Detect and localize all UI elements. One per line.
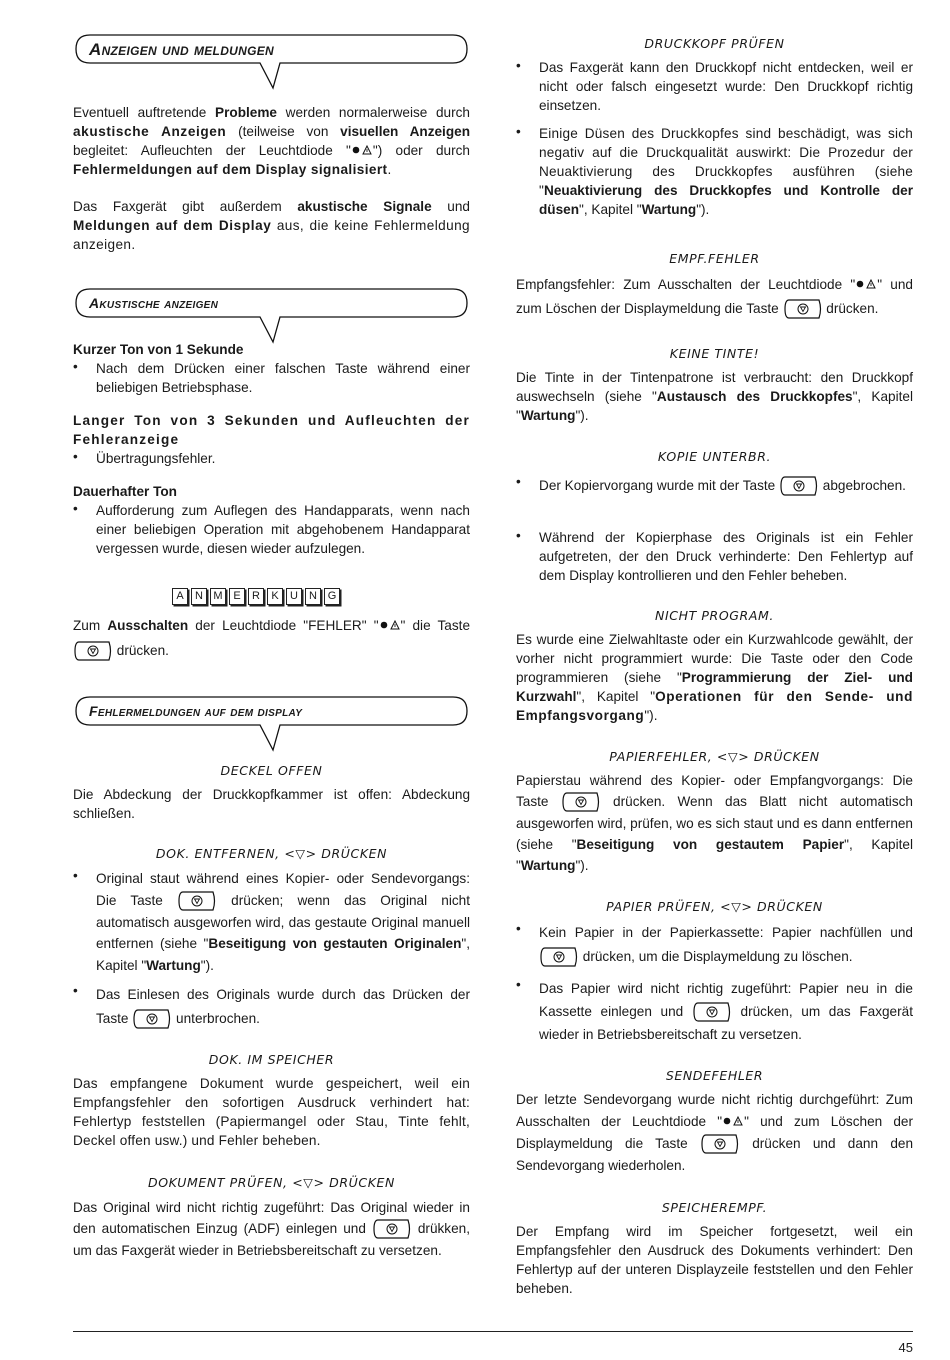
stop-key-icon — [372, 1218, 412, 1240]
bullet-icon: • — [73, 983, 78, 998]
led-icon — [722, 1114, 744, 1126]
message-title-druckkopf: DRUCKKOPF PRÜFEN — [644, 36, 785, 51]
stop-key-icon — [692, 1001, 732, 1023]
bullet-icon: • — [516, 528, 521, 543]
list-item: • Der Kopiervorgang wurde mit der Taste abgebrochen. — [516, 474, 913, 522]
list-item: • Während der Kopierphase des Originals ist ein Fehler aufgetreten, der den Druck verhinderte: Den Fehlertyp auf dem Display kontrollieren und den Fehler beheben. — [516, 528, 913, 583]
message-title-papier-pruefen: PAPIER PRÜFEN, <▽> DRÜCKEN — [606, 899, 823, 914]
page-number: 45 — [898, 1340, 913, 1355]
bullet-icon: • — [73, 868, 78, 883]
stop-key-icon — [539, 946, 579, 968]
message-text-nicht-program: Es wurde eine Zielwahltaste oder ein Kurzwahlcode gewählt, der vorher nicht programmiert wurde: Die Taste oder den Code programmieren (siehe "Programmierung der Ziel- und Kurzwahl", Kapitel "Operationen für den Sende- und Empfangsvorgang"). — [516, 632, 913, 723]
message-text-speicherempf: Der Empfang wird im Speicher fortgesetzt, weil ein Empfangsfehler den Ausdruck des Dokuments verhindert: Den Fehlertyp auf der unteren Displayzeile feststellen und den Fehler beheben. — [516, 1224, 913, 1296]
bullet-icon: • — [73, 359, 78, 374]
intro-paragraph-1: Eventuell auftretende Probleme werden normalerweise durch akustische Anzeigen (teilweise von visuellen Anzeigen begleitet: Aufleuchten der Leuchtdiode " ") oder durch Fehlermeldungen auf dem Display signalisiert. — [73, 105, 470, 177]
message-text-empf: Empfangsfehler: Zum Ausschalten der Leuchtdiode " " und zum Löschen der Displaymeldung die Taste drücken. — [516, 273, 913, 321]
bullet-icon: • — [516, 977, 521, 992]
list-item: • Original staut während eines Kopier- oder Sendevorgangs: Die Taste drücken; wenn das Original nicht automatisch ausgeworfen wird, das gestaute Original manuell entfernen (siehe "Beseitigung von gestauten Originalen", Kapitel "Wartung"). — [73, 868, 470, 973]
message-text-dokument-pruefen: Das Original wird nicht richtig zugeführt: Das Original wieder in den automatischen Einzug (ADF) einlegen und drükken, um das Faxgerät wieder in Betriebsbereitschaft zu versetzen. — [73, 1200, 470, 1259]
list-item: • Übertragungsfehler. — [73, 449, 216, 466]
message-text-dok-speicher: Das empfangene Dokument wurde gespeichert, weil ein Empfangsfehler den sofortigen Ausdruck verhindert hat: Fehlertyp feststellen (Papiermangel oder Stau, Tinte fehlt, Deckel offen usw.) und Fehler beheben. — [73, 1076, 470, 1148]
stop-key-icon — [73, 640, 113, 662]
bullet-icon: • — [516, 474, 521, 489]
message-title-dok-entfernen: DOK. ENTFERNEN, <▽> DRÜCKEN — [155, 846, 388, 861]
kurz-title: Kurzer Ton von 1 Sekunde — [73, 342, 244, 357]
section-header-akustisch — [75, 288, 467, 318]
message-title-speicherempf: SPEICHEREMPF. — [661, 1200, 768, 1215]
bullet-icon: • — [516, 921, 521, 936]
section-header-anzeigen — [75, 34, 467, 64]
lang-title: Langer Ton von 3 Sekunden und Aufleuchten der Fehleranzeige — [73, 413, 470, 447]
bullet-icon: • — [73, 449, 78, 464]
section-header-fehlermeldungen — [75, 696, 467, 726]
list-item: • Nach dem Drücken einer falschen Taste während einer beliebigen Betriebsphase. — [73, 359, 470, 395]
section-title: Fehlermeldungen auf dem display — [89, 703, 303, 719]
list-item: • Das Einlesen des Originals wurde durch das Drücken der Taste unterbrochen. — [73, 983, 470, 1031]
message-text-tinte: Die Tinte in der Tintenpatrone ist verbraucht: den Druckkopf auswechseln (siehe "Austausch des Druckkopfes", Kapitel "Wartung"). — [516, 370, 913, 423]
message-title-deckel: DECKEL OFFEN — [220, 763, 323, 778]
list-item: • Einige Düsen des Druckkopfes sind beschädigt, was sich negativ auf die Druckqualität auswirkt: Die Prozedur der Neuaktivierung des Druckkopfes ausführen (siehe "Neuaktivierung des Druckkopfes und Kontrolle der düsen", Kapitel "Wartung"). — [516, 124, 913, 217]
anmerkung-text: Zum Ausschalten der Leuchtdiode "FEHLER" " " die Taste drücken. — [73, 613, 470, 663]
list-item: • Das Faxgerät kann den Druckkopf nicht entdecken, weil er nicht oder falsch eingesetzt wurde: Den Druckkopf richtig einsetzen. — [516, 58, 913, 113]
anmerkung-label: A N M E R K U N G — [172, 587, 392, 605]
list-item: • Aufforderung zum Auflegen des Handapparats, wenn nach einer beliebigen Operation mit abgehobenem Handapparat vergessen wurde, diesen wieder aufzulegen. — [73, 501, 470, 556]
message-title-tinte: KEINE TINTE! — [669, 346, 760, 361]
bullet-icon: • — [73, 501, 78, 516]
section-title: Akustische anzeigen — [89, 295, 219, 311]
message-title-dokument-pruefen: DOKUMENT PRÜFEN, <▽> DRÜCKEN — [148, 1175, 395, 1190]
led-icon — [855, 277, 877, 289]
message-title-papierfehler: PAPIERFEHLER, <▽> DRÜCKEN — [609, 749, 820, 764]
message-title-kopie: KOPIE UNTERBR. — [657, 449, 772, 464]
message-title-nicht-program: NICHT PROGRAM. — [655, 608, 774, 623]
footer-divider — [73, 1331, 913, 1332]
led-icon — [379, 618, 401, 630]
stop-key-icon — [783, 298, 823, 320]
stop-key-icon — [177, 890, 217, 912]
list-item: • Kein Papier in der Papierkassette: Papier nachfüllen und drücken, um die Displaymeldung zu löschen. — [516, 921, 913, 969]
bullet-icon: • — [516, 58, 521, 73]
dauer-title: Dauerhafter Ton — [73, 484, 177, 499]
led-icon — [351, 143, 373, 155]
message-title-sendefehler: SENDEFEHLER — [665, 1068, 764, 1083]
intro-paragraph-2: Das Faxgerät gibt außerdem akustische Signale und Meldungen auf dem Display aus, die keine Fehlermeldung anzeigen. — [73, 199, 471, 252]
message-text-papierfehler: Papierstau während des Kopier- oder Empfangvorgangs: Die Taste drücken. Wenn das Blatt nicht automatisch ausgeworfen wird, prüfen, wo es sich staut und es dann entfernen (siehe "Beseitigung von gestautem Papier", Kapitel "Wartung"). — [516, 773, 913, 874]
stop-key-icon — [779, 475, 819, 497]
message-text-sendefehler: Der letzte Sendevorgang wurde nicht richtig durchgeführt: Zum Ausschalten der Leuchtdiode " " und zum Löschen der Displaymeldung die Taste drücken und dann den Sendevorgang wiederholen. — [516, 1092, 913, 1174]
stop-key-icon — [561, 791, 601, 813]
message-title-empf: EMPF.FEHLER — [669, 251, 760, 266]
section-title: Anzeigen und meldungen — [89, 40, 274, 59]
stop-key-icon — [700, 1133, 740, 1155]
bullet-icon: • — [516, 124, 521, 139]
list-item: • Das Papier wird nicht richtig zugeführt: Papier neu in die Kassette einlegen und drücken, um das Faxgerät wieder in Betriebsbereitschaft zu versetzen. — [516, 977, 913, 1043]
stop-key-icon — [132, 1008, 172, 1030]
message-title-dok-speicher: DOK. IM SPEICHER — [208, 1052, 335, 1067]
message-text-deckel: Die Abdeckung der Druckkopfkammer ist offen: Abdeckung schließen. — [73, 787, 470, 821]
